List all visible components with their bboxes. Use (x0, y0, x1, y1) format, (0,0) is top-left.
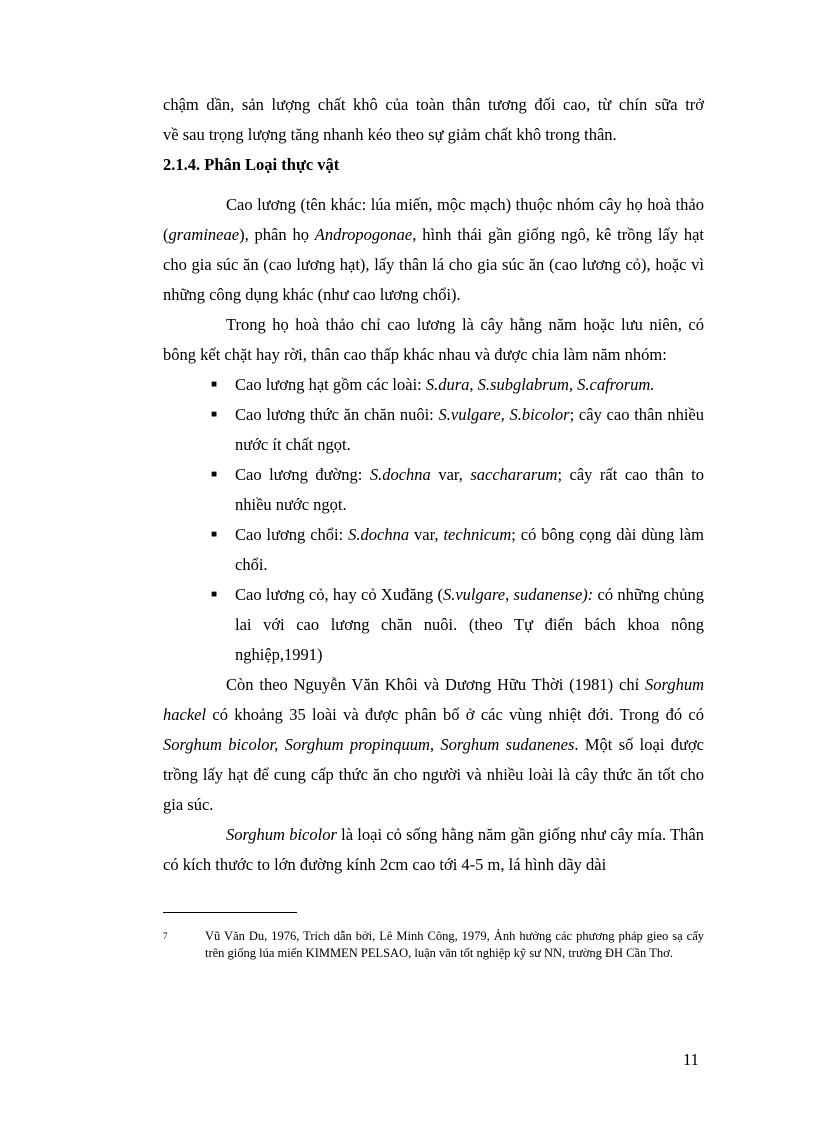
list-item: ■ Cao lương đường: S.dochna var, sacchararum; cây rất cao thân to nhiều nước ngọt. (163, 460, 704, 520)
paragraph-classification: Cao lương (tên khác: lúa miến, mộc mạch) thuộc nhóm cây họ hoà thảo (gramineae), phân họ Andropogonae, hình thái gần giống ngô, kê trồng lấy hạt cho gia súc ăn (cao lương hạt), lấy thân lá cho gia súc ăn (cao lương cỏ), hoặc vì những công dụng khác (như cao lương chổi). (163, 195, 705, 304)
footnote-separator (163, 912, 297, 913)
list-item: ■ Cao lương chổi: S.dochna var, technicum; có bông cọng dài dùng làm chổi. (163, 520, 704, 580)
list-item: ■ Cao lương thức ăn chăn nuôi: S.vulgare, S.bicolor; cây cao thân nhiều nước ít chất ngọt. (163, 400, 704, 460)
list-item: ■ Cao lương cỏ, hay cỏ Xuđăng (S.vulgare, sudanense): có những chủng lai với cao lương chăn nuôi. (theo Tự điển bách khoa nông nghiệp,1991) (163, 580, 704, 670)
paragraph-groups: Trong họ hoà thảo chỉ cao lương là cây hằng năm hoặc lưu niên, có bông kết chặt hay rời, thân cao thấp khác nhau và được chia làm năm nhóm: (163, 315, 704, 364)
list-item: ■ Cao lương hạt gồm các loài: S.dura, S.subglabrum, S.cafrorum. (163, 370, 704, 400)
intro-line-2: về sau trọng lượng tăng nhanh kéo theo sự giảm chất khô trong thân. (163, 125, 617, 144)
paragraph-bicolor: Sorghum bicolor là loại cỏ sống hằng năm gần giống như cây mía. Thân có kích thước to lớn đường kính 2cm cao tới 4-5 m, lá hình dãy dài (163, 825, 704, 874)
bullet-square-icon: ■ (211, 529, 218, 540)
footnote-text: Vũ Văn Du, 1976, Trích dẫn bởi, Lê Minh Công, 1979, Ảnh hưởng các phương pháp gieo sạ cấy trên giống lúa miến KIMMEN PELSAO, luận văn tốt nghiệp kỹ sư NN, trường ĐH Cần Thơ. (205, 929, 704, 960)
page-number: 11 (683, 1050, 699, 1069)
footnote (163, 928, 704, 962)
sorghum-group-list (163, 370, 704, 670)
bullet-square-icon: ■ (211, 589, 218, 600)
body-text (163, 90, 704, 880)
footnote-number: 7 (163, 931, 168, 941)
bullet-square-icon: ■ (211, 469, 218, 480)
bullet-square-icon: ■ (211, 409, 218, 420)
bullet-square-icon: ■ (211, 379, 218, 390)
paragraph-species: Còn theo Nguyễn Văn Khôi và Dương Hữu Thời (1981) chỉ Sorghum hackel có khoảng 35 loài và được phân bố ở các vùng nhiệt đới. Trong đó có Sorghum bicolor, Sorghum propinquum, Sorghum sudanenes. Một số loại được trồng lấy hạt để cung cấp thức ăn cho người và nhiều loài là cây thức ăn tốt cho gia súc. (163, 675, 704, 814)
section-heading: 2.1.4. Phân Loại thực vật (163, 155, 340, 174)
intro-line-1: chậm dần, sản lượng chất khô của toàn thân tương đối cao, từ chín sữa trở (163, 95, 704, 114)
